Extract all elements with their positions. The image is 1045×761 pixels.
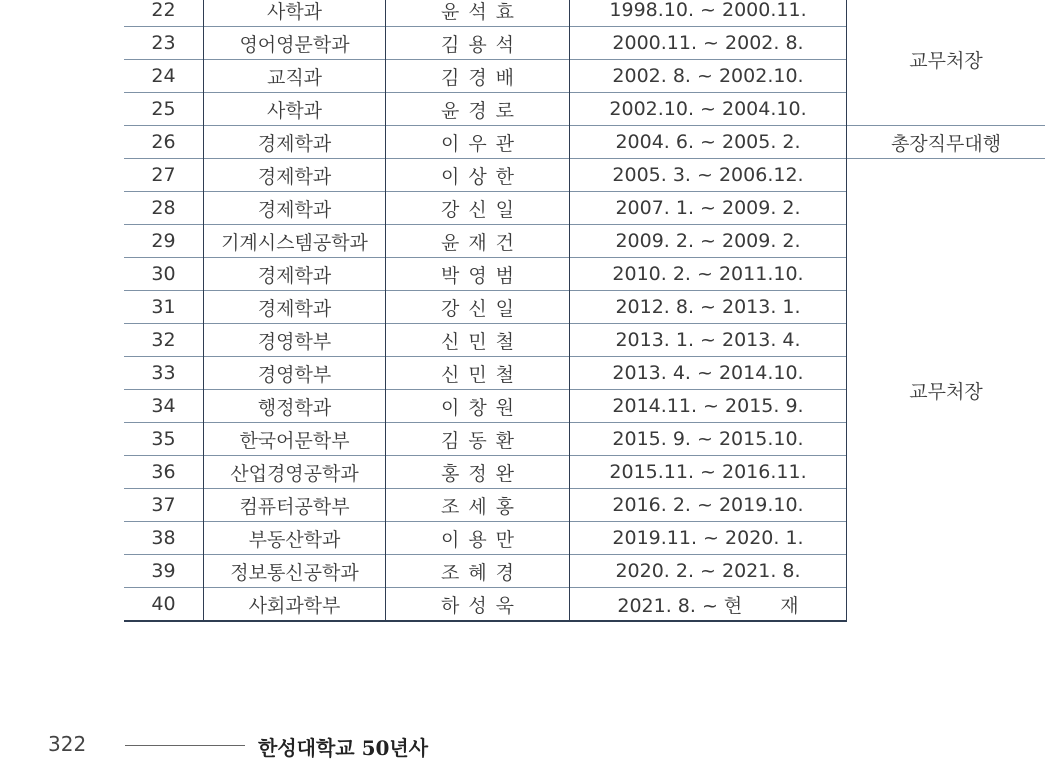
department-cell: 기계시스템공학과 (204, 225, 386, 258)
department-cell: 경영학부 (204, 324, 386, 357)
name-cell: 강신일 (386, 192, 570, 225)
page-number: 322 (48, 732, 86, 756)
row-number: 36 (124, 456, 204, 489)
department-cell: 부동산학과 (204, 522, 386, 555)
department-cell: 사회과학부 (204, 588, 386, 622)
row-number: 30 (124, 258, 204, 291)
department-cell: 경제학과 (204, 258, 386, 291)
book-title: 한성대학교 50년사 (258, 732, 428, 761)
name-cell: 윤재건 (386, 225, 570, 258)
department-cell: 산업경영공학과 (204, 456, 386, 489)
department-cell: 행정학과 (204, 390, 386, 423)
name-cell: 신민철 (386, 357, 570, 390)
department-cell: 사학과 (204, 93, 386, 126)
note-cell: 교무처장 (847, 0, 1045, 126)
row-number: 24 (124, 60, 204, 93)
name-cell: 강신일 (386, 291, 570, 324)
department-cell: 경영학부 (204, 357, 386, 390)
term-cell: 2015. 9. ~ 2015.10. (570, 423, 847, 456)
row-number: 38 (124, 522, 204, 555)
department-cell: 컴퓨터공학부 (204, 489, 386, 522)
row-number: 35 (124, 423, 204, 456)
term-cell: 1998.10. ~ 2000.11. (570, 0, 847, 27)
row-number: 32 (124, 324, 204, 357)
row-number: 39 (124, 555, 204, 588)
row-number: 28 (124, 192, 204, 225)
term-cell: 2020. 2. ~ 2021. 8. (570, 555, 847, 588)
row-number: 29 (124, 225, 204, 258)
term-cell: 2009. 2. ~ 2009. 2. (570, 225, 847, 258)
term-cell: 2019.11. ~ 2020. 1. (570, 522, 847, 555)
department-cell: 경제학과 (204, 192, 386, 225)
row-number: 34 (124, 390, 204, 423)
term-cell: 2012. 8. ~ 2013. 1. (570, 291, 847, 324)
department-cell: 경제학과 (204, 291, 386, 324)
department-cell: 사학과 (204, 0, 386, 27)
row-number: 25 (124, 93, 204, 126)
name-cell: 조혜경 (386, 555, 570, 588)
name-cell: 이창원 (386, 390, 570, 423)
department-cell: 한국어문학부 (204, 423, 386, 456)
row-number: 26 (124, 126, 204, 159)
row-number: 37 (124, 489, 204, 522)
name-cell: 김용석 (386, 27, 570, 60)
name-cell: 윤석효 (386, 0, 570, 27)
term-cell: 2010. 2. ~ 2011.10. (570, 258, 847, 291)
name-cell: 하성욱 (386, 588, 570, 622)
name-cell: 이우관 (386, 126, 570, 159)
name-cell: 신민철 (386, 324, 570, 357)
row-number: 23 (124, 27, 204, 60)
term-cell: 2013. 4. ~ 2014.10. (570, 357, 847, 390)
term-cell: 2002.10. ~ 2004.10. (570, 93, 847, 126)
name-cell: 이용만 (386, 522, 570, 555)
row-number: 40 (124, 588, 204, 622)
term-cell: 2000.11. ~ 2002. 8. (570, 27, 847, 60)
row-number: 33 (124, 357, 204, 390)
name-cell: 박영범 (386, 258, 570, 291)
table-row (124, 159, 1045, 192)
term-cell: 2021. 8. ~ 현 재 (570, 588, 847, 622)
term-cell: 2002. 8. ~ 2002.10. (570, 60, 847, 93)
note-cell: 교무처장 (847, 159, 1045, 622)
name-cell: 김경배 (386, 60, 570, 93)
department-cell: 경제학과 (204, 126, 386, 159)
name-cell: 홍정완 (386, 456, 570, 489)
department-cell: 정보통신공학과 (204, 555, 386, 588)
name-cell: 김동환 (386, 423, 570, 456)
note-cell: 총장직무대행 (847, 126, 1045, 159)
dean-history-table (124, 0, 1045, 622)
department-cell: 영어영문학과 (204, 27, 386, 60)
term-cell: 2014.11. ~ 2015. 9. (570, 390, 847, 423)
term-cell: 2016. 2. ~ 2019.10. (570, 489, 847, 522)
name-cell: 윤경로 (386, 93, 570, 126)
department-cell: 경제학과 (204, 159, 386, 192)
table-row (124, 0, 1045, 27)
term-cell: 2005. 3. ~ 2006.12. (570, 159, 847, 192)
table-row (124, 126, 1045, 159)
row-number: 31 (124, 291, 204, 324)
footer-divider (125, 745, 245, 746)
department-cell: 교직과 (204, 60, 386, 93)
term-cell: 2004. 6. ~ 2005. 2. (570, 126, 847, 159)
term-cell: 2015.11. ~ 2016.11. (570, 456, 847, 489)
term-cell: 2013. 1. ~ 2013. 4. (570, 324, 847, 357)
row-number: 22 (124, 0, 204, 27)
row-number: 27 (124, 159, 204, 192)
term-cell: 2007. 1. ~ 2009. 2. (570, 192, 847, 225)
name-cell: 이상한 (386, 159, 570, 192)
name-cell: 조세홍 (386, 489, 570, 522)
